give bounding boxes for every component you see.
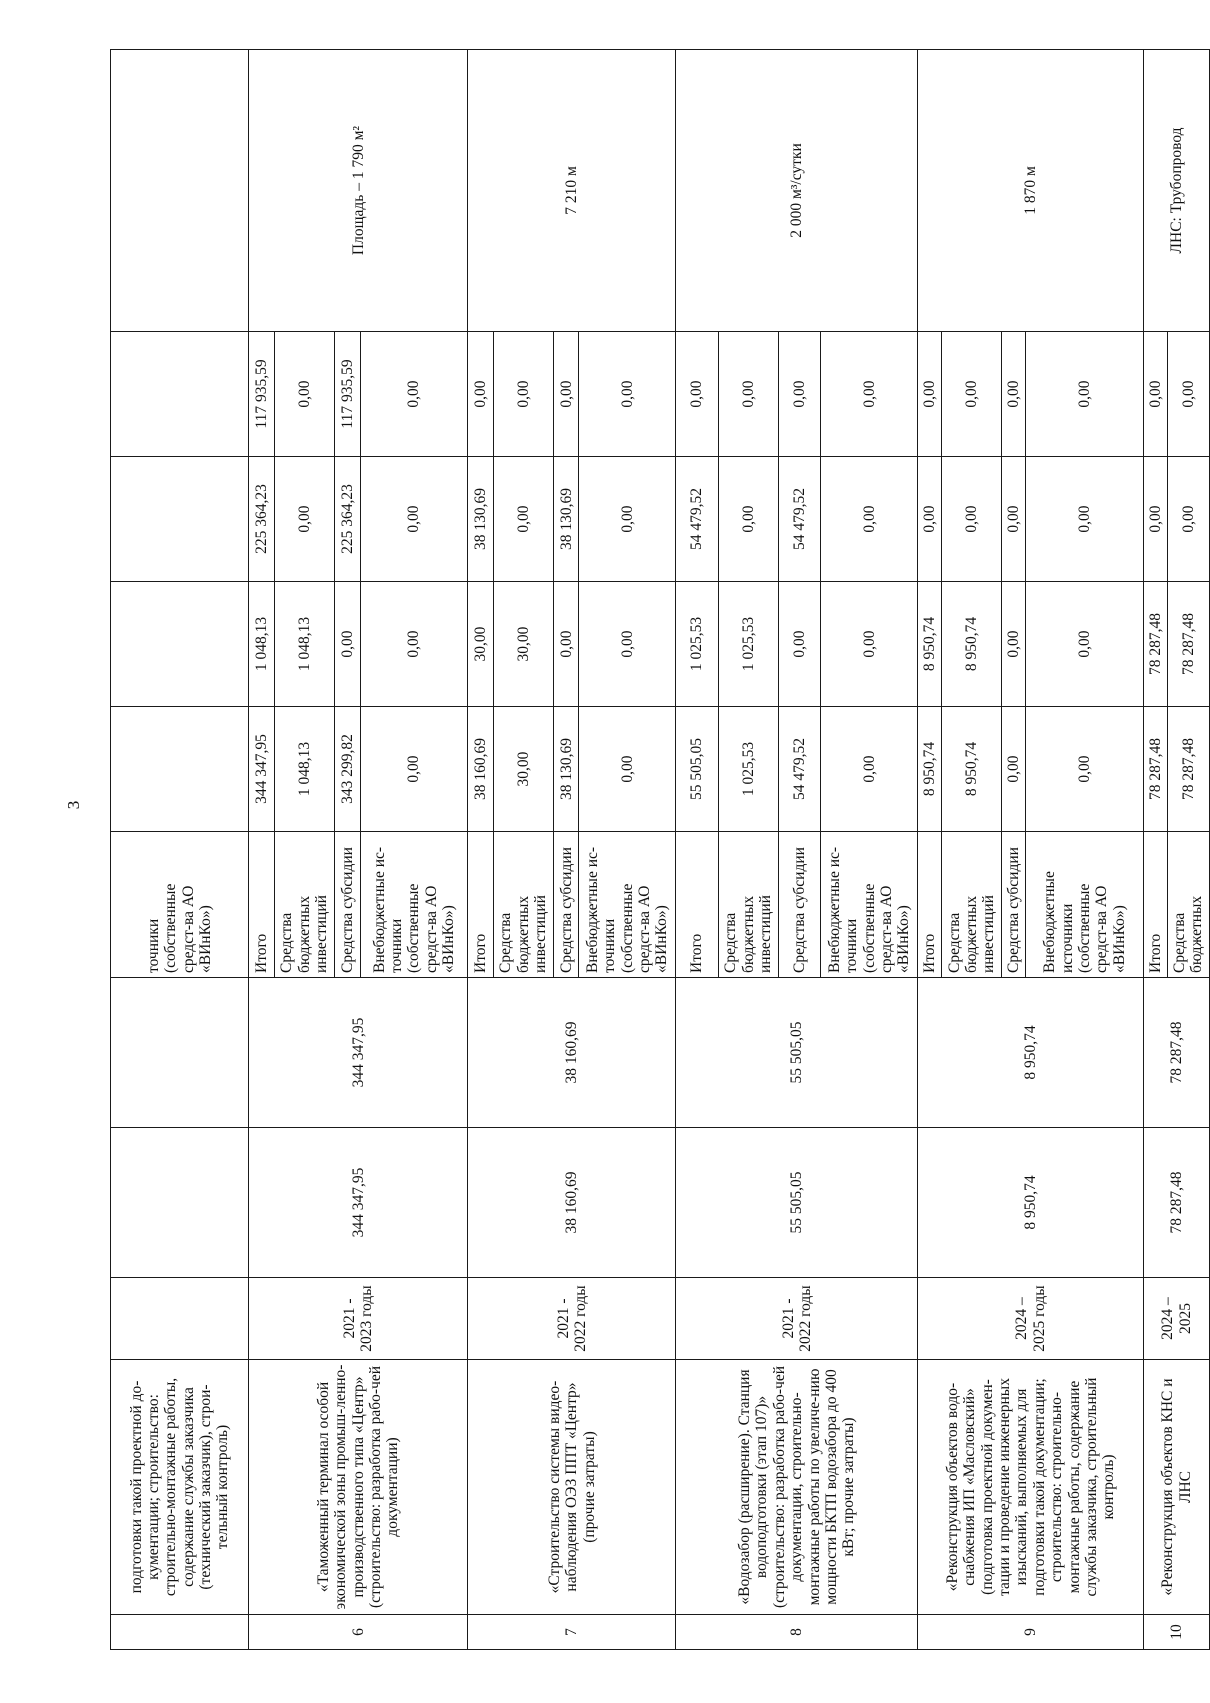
funding-source: Итого bbox=[249, 832, 274, 978]
funding-source: Средства бюджетных инвестиций bbox=[941, 832, 1001, 978]
amount-total: 1 025,53 bbox=[718, 707, 778, 832]
object-name: «Таможенный терминал особой экономической зоны промыш-ленно-производственного типа «Центр» (строительство: разработка рабо-чей документации) bbox=[249, 1360, 468, 1615]
funding-source: Итого bbox=[676, 832, 718, 978]
period bbox=[111, 1278, 249, 1360]
amount-year-1: 0,00 bbox=[779, 582, 821, 707]
amount-year-1: 30,00 bbox=[468, 582, 493, 707]
program-cost: 55 505,05 bbox=[676, 978, 918, 1128]
amount-year-2: 0,00 bbox=[821, 457, 918, 582]
amount-year-2: 0,00 bbox=[1144, 457, 1168, 582]
object-name: «Строительство системы видео-наблюдения ОЭЗ ППТ «Центр» (прочие затраты) bbox=[468, 1360, 676, 1615]
funding-source: Внебюджетные ис-точники (собственные средст-ва АО «ВИнКо») bbox=[360, 832, 468, 978]
amount-year-3: 0,00 bbox=[1002, 332, 1026, 457]
amount-year-1: 1 025,53 bbox=[718, 582, 778, 707]
row-number: 8 bbox=[676, 1615, 918, 1650]
amount-year-1: 0,00 bbox=[579, 582, 676, 707]
amount-year-3: 0,00 bbox=[821, 332, 918, 457]
funding-source: Итого bbox=[468, 832, 493, 978]
amount-year-3: 0,00 bbox=[274, 332, 334, 457]
period: 2024 – 2025 bbox=[1144, 1278, 1210, 1360]
object-name: «Реконструкция объектов водо-снабжения ИП «Масловский» (подготовка проектной докумен-тации и проведение инженерных изысканий, выполняемых для подготовки такой документации; строительство: строительно-монтажные работы, содержание службы заказчика, строительный контроль) bbox=[918, 1360, 1144, 1615]
amount-year-1: 0,00 bbox=[335, 582, 360, 707]
capacity: ЛНС: Трубопровод bbox=[1144, 50, 1210, 332]
amount-total: 0,00 bbox=[1025, 707, 1143, 832]
amount-year-2: 38 130,69 bbox=[554, 457, 579, 582]
funding-source: Внебюджетные ис-точники (собственные средст-ва АО «ВИнКо») bbox=[579, 832, 676, 978]
amount-year-1: 1 025,53 bbox=[676, 582, 718, 707]
funding-source: Внебюджетные ис-точники (собственные средст-ва АО «ВИнКо») bbox=[821, 832, 918, 978]
page-number: 3 bbox=[64, 800, 83, 810]
amount-year-3 bbox=[111, 332, 249, 457]
capacity: 1 870 м bbox=[918, 50, 1144, 332]
amount-year-3: 0,00 bbox=[918, 332, 942, 457]
row-number: 9 bbox=[918, 1615, 1144, 1650]
amount-year-2: 0,00 bbox=[1167, 457, 1209, 582]
funding-source: Итого bbox=[1144, 832, 1168, 978]
amount-year-3: 0,00 bbox=[718, 332, 778, 457]
amount-year-2: 54 479,52 bbox=[779, 457, 821, 582]
object-name: «Реконструкция объектов КНС и ЛНС bbox=[1144, 1360, 1210, 1615]
program-cost: 8 950,74 bbox=[918, 978, 1144, 1128]
table-row bbox=[1144, 50, 1168, 1650]
amount-year-1: 0,00 bbox=[1002, 582, 1026, 707]
amount-year-3: 0,00 bbox=[554, 332, 579, 457]
row-number: 10 bbox=[1144, 1615, 1210, 1650]
capacity bbox=[111, 50, 249, 332]
table-row bbox=[111, 50, 249, 1650]
amount-year-2: 0,00 bbox=[360, 457, 468, 582]
amount-year-1: 8 950,74 bbox=[918, 582, 942, 707]
amount-total: 55 505,05 bbox=[676, 707, 718, 832]
rotated-page bbox=[110, 50, 1210, 1650]
amount-year-1: 78 287,48 bbox=[1144, 582, 1168, 707]
program-cost: 78 287,48 bbox=[1144, 978, 1210, 1128]
amount-total: 0,00 bbox=[360, 707, 468, 832]
amount-year-1: 30,00 bbox=[493, 582, 553, 707]
amount-total: 0,00 bbox=[579, 707, 676, 832]
amount-year-3: 0,00 bbox=[779, 332, 821, 457]
amount-year-3: 0,00 bbox=[360, 332, 468, 457]
object-name: «Водозабор (расширение). Станция водоподготовки (этап 107)» (строительство: разработка рабо-чей документации, строительно-монтажные работы по увеличе-нию мощности БКТП водозабора до 400 кВт; прочие затраты) bbox=[676, 1360, 918, 1615]
amount-total: 0,00 bbox=[821, 707, 918, 832]
amount-total: 344 347,95 bbox=[249, 707, 274, 832]
amount-year-2: 225 364,23 bbox=[249, 457, 274, 582]
amount-year-3: 0,00 bbox=[1167, 332, 1209, 457]
amount-total: 343 299,82 bbox=[335, 707, 360, 832]
amount-year-2: 54 479,52 bbox=[676, 457, 718, 582]
amount-year-2: 0,00 bbox=[1025, 457, 1143, 582]
amount-total bbox=[111, 707, 249, 832]
amount-year-1: 0,00 bbox=[554, 582, 579, 707]
amount-year-1: 0,00 bbox=[360, 582, 468, 707]
period: 2021 - 2022 годы bbox=[468, 1278, 676, 1360]
amount-total: 78 287,48 bbox=[1144, 707, 1168, 832]
funding-source: Средства бюджетных инвестиций bbox=[493, 832, 553, 978]
total-cost: 344 347,95 bbox=[249, 1128, 468, 1278]
period: 2024 – 2025 годы bbox=[918, 1278, 1144, 1360]
funding-source: Средства субсидии bbox=[1002, 832, 1026, 978]
amount-total: 38 160,69 bbox=[468, 707, 493, 832]
funding-source: Внебюджетные источники (собственные средст-ва АО «ВИнКо») bbox=[1025, 832, 1143, 978]
amount-year-3: 117 935,59 bbox=[249, 332, 274, 457]
program-cost: 38 160,69 bbox=[468, 978, 676, 1128]
table-row bbox=[468, 50, 493, 1650]
amount-year-1: 1 048,13 bbox=[249, 582, 274, 707]
amount-year-2: 225 364,23 bbox=[335, 457, 360, 582]
amount-year-1: 0,00 bbox=[821, 582, 918, 707]
total-cost: 38 160,69 bbox=[468, 1128, 676, 1278]
period: 2021 - 2022 годы bbox=[676, 1278, 918, 1360]
amount-year-2 bbox=[111, 457, 249, 582]
funding-source: точники (собственные средст-ва АО «ВИнКо») bbox=[111, 832, 249, 978]
capacity: 2 000 м³/сутки bbox=[676, 50, 918, 332]
funding-source: Средства субсидии bbox=[779, 832, 821, 978]
row-number: 6 bbox=[249, 1615, 468, 1650]
amount-year-1: 1 048,13 bbox=[274, 582, 334, 707]
row-number: 7 bbox=[468, 1615, 676, 1650]
amount-year-2: 0,00 bbox=[579, 457, 676, 582]
capacity: Площадь – 1 790 м² bbox=[249, 50, 468, 332]
funding-source: Средства бюджетных инвестиций bbox=[274, 832, 334, 978]
funding-source: Средства бюджетных инвестиций bbox=[718, 832, 778, 978]
row-number bbox=[111, 1615, 249, 1650]
amount-year-2: 0,00 bbox=[918, 457, 942, 582]
table-row bbox=[676, 50, 718, 1650]
total-cost: 55 505,05 bbox=[676, 1128, 918, 1278]
amount-total: 30,00 bbox=[493, 707, 553, 832]
program-cost: 344 347,95 bbox=[249, 978, 468, 1128]
amount-year-3: 0,00 bbox=[468, 332, 493, 457]
program-cost bbox=[111, 978, 249, 1128]
funding-source: Средства бюджетных bbox=[1167, 832, 1209, 978]
capacity: 7 210 м bbox=[468, 50, 676, 332]
table-row bbox=[249, 50, 274, 1650]
amount-year-2: 38 130,69 bbox=[468, 457, 493, 582]
amount-year-3: 0,00 bbox=[676, 332, 718, 457]
amount-year-1 bbox=[111, 582, 249, 707]
funding-source: Средства субсидии bbox=[554, 832, 579, 978]
funding-source: Средства субсидии bbox=[335, 832, 360, 978]
amount-year-2: 0,00 bbox=[493, 457, 553, 582]
period: 2021 - 2023 годы bbox=[249, 1278, 468, 1360]
amount-year-2: 0,00 bbox=[1002, 457, 1026, 582]
amount-year-3: 0,00 bbox=[579, 332, 676, 457]
funding-source: Итого bbox=[918, 832, 942, 978]
amount-year-2: 0,00 bbox=[941, 457, 1001, 582]
total-cost bbox=[111, 1128, 249, 1278]
amount-total: 8 950,74 bbox=[941, 707, 1001, 832]
total-cost: 78 287,48 bbox=[1144, 1128, 1210, 1278]
amount-year-2: 0,00 bbox=[274, 457, 334, 582]
object-name: подготовки такой проектной до-кументации; строительство: строительно-монтажные работы, содержание службы заказчика (технический заказчик), строи-тельный контроль) bbox=[111, 1360, 249, 1615]
amount-total: 0,00 bbox=[1002, 707, 1026, 832]
table-row bbox=[918, 50, 942, 1650]
amount-total: 54 479,52 bbox=[779, 707, 821, 832]
investment-table bbox=[110, 49, 1210, 1650]
amount-year-3: 117 935,59 bbox=[335, 332, 360, 457]
amount-year-1: 0,00 bbox=[1025, 582, 1143, 707]
amount-total: 38 130,69 bbox=[554, 707, 579, 832]
amount-year-3: 0,00 bbox=[1144, 332, 1168, 457]
amount-year-1: 78 287,48 bbox=[1167, 582, 1209, 707]
amount-total: 8 950,74 bbox=[918, 707, 942, 832]
amount-year-3: 0,00 bbox=[941, 332, 1001, 457]
amount-year-1: 8 950,74 bbox=[941, 582, 1001, 707]
amount-year-3: 0,00 bbox=[493, 332, 553, 457]
amount-total: 78 287,48 bbox=[1167, 707, 1209, 832]
amount-total: 1 048,13 bbox=[274, 707, 334, 832]
total-cost: 8 950,74 bbox=[918, 1128, 1144, 1278]
amount-year-3: 0,00 bbox=[1025, 332, 1143, 457]
amount-year-2: 0,00 bbox=[718, 457, 778, 582]
